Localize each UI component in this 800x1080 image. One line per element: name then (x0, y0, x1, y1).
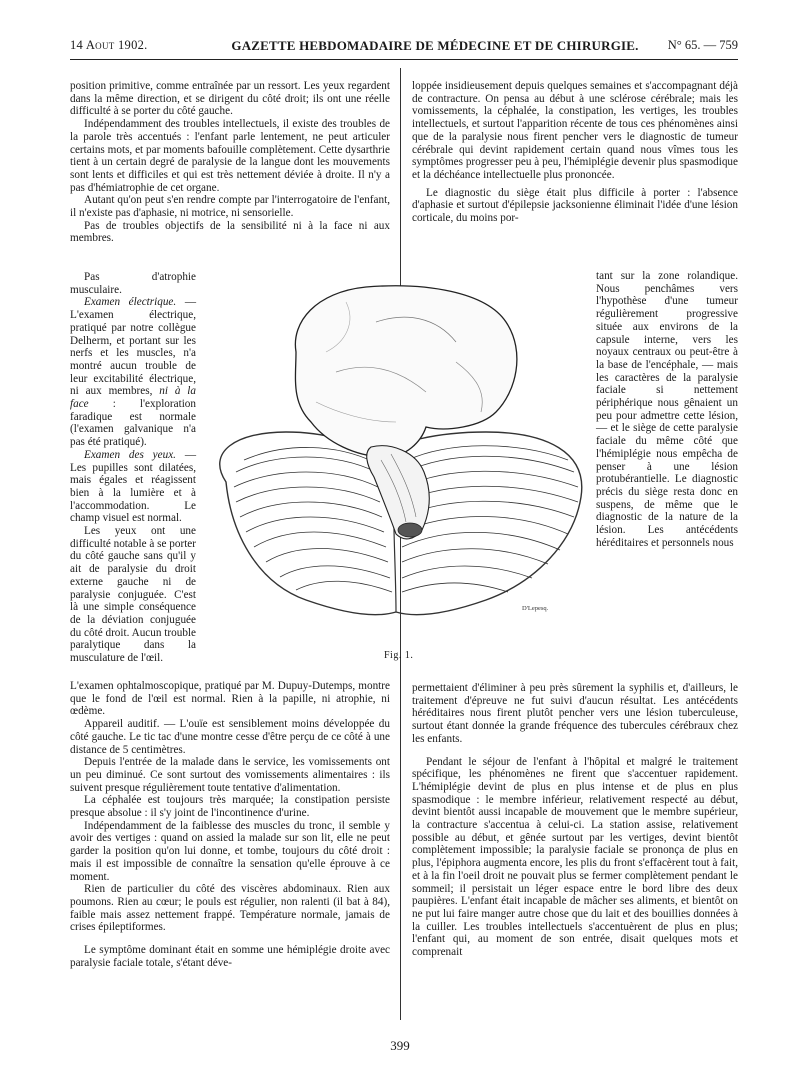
issue-date: 14 Aout 1902. (70, 38, 148, 52)
section-label: Examen électrique. (84, 296, 177, 309)
paragraph: Les yeux ont une difficulté notable à se porter du côté gauche sans qu'il y ait de paralysie du droit externe gauche ni de paralysie conjuguée. C'est là une simple conséquence de la déviation conjuguée du côté droit. Aucun trouble paralytique dans la musculature de l'œil. (70, 525, 196, 665)
paragraph: La céphalée est toujours très marquée; la constipation persiste presque absolue : il s'y joint de l'incontinence d'urine. (70, 794, 390, 820)
paragraph: Pas d'atrophie musculaire. (70, 271, 196, 296)
paragraph: Depuis l'entrée de la malade dans le service, les vomissements ont un peu diminué. Ce sont surtout des vomissements alimentaires : ils suivent presque régulièrement toute tentative d'alimentation. (70, 756, 390, 794)
paragraph: Examen électrique. — L'examen électrique, pratiqué par notre collègue Delherm, et portant sur les nerfs et les muscles, n'a montré aucun trouble de leur excitabilité électrique, ni aux membres, ni à la face : l'exploration faradique est normale (l'examen galvanique n'a pas été pratiqué). (70, 296, 197, 449)
figure-caption: Fig. 1. (384, 650, 414, 661)
running-header (70, 38, 738, 56)
paragraph: permettaient d'éliminer à peu près sûrement la syphilis et, d'ailleurs, le traitement d'épreuve ne fut suivi d'aucun résultat. Les antécédents héréditaires nous firent plutôt pencher vers une lésion tuberculeuse, surtout étant donnée la grande fréquence des tubercules cérébraux chez les enfants. (412, 682, 738, 745)
paragraph: Pendant le séjour de l'enfant à l'hôpital et malgré le traitement spécifique, les phénomènes ne firent que s'accentuer rapidement. L'hémiplégie devint de plus en plus intense et de plus en plus spasmodique : le membre inférieur, relativement respecté au début, devint bientôt aussi incapable de mouvement que le membre supérieur, la contracture s'accentua à celui-ci. La station assise, relativement possible au début, et gênée surtout par les vertiges, devint bientôt complètement impossible; la paralysie faciale se prononça de plus en plus, l'épiphora augmenta encore, les plis du front s'effacèrent tout à fait, et à la fin l'oeil droit ne pouvait plus se fermer complètement pendant le sommeil; il persistait un léger espace entre le bord libre des deux paupières. L'enfant était incapable de mâcher ses aliments, et bientôt on ne put lui faire manger autre chose que du lait et des bouillies données à la cuiller. Les troubles intellectuels s'accentuèrent de plus en plus; l'enfant qui, au moment de son entrée, disait quelques mots et comprenait (412, 755, 738, 959)
right-column-bottom (412, 682, 738, 959)
paragraph: L'examen ophtalmoscopique, pratiqué par M. Dupuy-Dutemps, montre que le fond de l'œil est normal. Rien à la papille, ni atrophie, ni œdème. (70, 680, 390, 718)
paragraph: position primitive, comme entraînée par un ressort. Les yeux regardent dans la même direction, et se dirigent du côté droit; ils ont une réelle difficulté à se porter du côté gauche. (70, 80, 390, 118)
paragraph: Appareil auditif. — L'ouïe est sensiblement moins développée du côté gauche. Le tic tac d'une montre cesse d'être perçu de ce côté à une distance de 5 centimètres. (70, 718, 390, 756)
artist-signature: D'Lepesq. (522, 605, 549, 612)
paragraph: loppée insidieusement depuis quelques semaines et s'accompagnant déjà de contracture. On pensa au début à une sclérose cérébrale; mais les vomissements, la céphalée, la constipation, les vertiges, les troubles intellectuels, et surtout l'apparition récente de tous ces phénomènes ainsi que de la paralysie nous firent pencher vers le diagnostic de tumeur cérébrale qui devint rapidement certain quand nous vîmes tous les symptômes progresser peu à peu, l'hémiplégie devenir plus spasmodique et la déchéance intellectuelle plus prononcée. (412, 80, 738, 181)
paragraph: Indépendamment de la faiblesse des muscles du tronc, il semble y avoir des vertiges : quand on assied la malade sur son lit, elle ne peut garder la position qu'on lui donne, et tombe, toujours du côté droit : mais il est impossible de connaître la sensation qu'elle éprouve à ce moment. (70, 819, 390, 883)
left-column-narrow (70, 271, 196, 665)
header-rule (70, 59, 738, 60)
right-column-top (412, 80, 738, 225)
issue-page-number: N° 65. — 759 (667, 38, 738, 52)
paragraph: tant sur la zone rolandique. Nous penchâmes vers l'hypothèse d'une tumeur régulièrement progressive située aux environs de la capsule interne, vers les noyaux centraux ou peut-être à la base de l'encéphale, — mais les caractères de la paralysie faciale si nettement périphérique nous gênaient un peu pour admettre cette lésion, — et le siège de cette paralysie faciale du même côté que l'hémiplégie nous empêcha de penser à une lésion protubérantielle. Le diagnostic précis du siège resta donc en suspens, de même que le diagnostic de la nature de la lésion. Les antécédents héréditaires et personnels nous (596, 270, 738, 549)
section-label: Examen des yeux. (84, 448, 176, 461)
brain-stem (367, 446, 430, 539)
left-column-top (70, 80, 390, 245)
paragraph: Pas de troubles objectifs de la sensibilité ni à la face ni aux membres. (70, 219, 390, 245)
journal-title: GAZETTE HEBDOMADAIRE DE MÉDECINE ET DE CHIRURGIE. (231, 38, 639, 53)
paragraph: Autant qu'on peut s'en rendre compte par l'interrogatoire de l'enfant, il n'existe pas d'aphasie, ni motrice, ni sensorielle. (70, 194, 390, 220)
paragraph: Indépendamment des troubles intellectuels, il existe des troubles de la parole très accentués : l'enfant parle lentement, ne peut articuler certains mots, et par moments bafouille complètement. Cette dysarthrie tient à un certain degré de paralysie de la langue dont les mouvements sont lents et difficiles et qui est très nettement déviée à droite. Il n'y a pas d'hémiatrophie de cet organe. (70, 118, 390, 194)
left-column-bottom (70, 680, 390, 969)
page-folio: 399 (390, 1038, 410, 1053)
right-column-narrow (596, 270, 738, 549)
paragraph: Examen des yeux. — Les pupilles sont dilatées, mais égales et réagissent bien à la lumière et à l'accommodation. Le champ visuel est normal. (70, 448, 196, 525)
anatomical-figure (196, 282, 588, 632)
paragraph: Le symptôme dominant était en somme une hémiplégie droite avec paralysie faciale totale, s'étant déve- (70, 944, 390, 969)
paragraph: Rien de particulier du côté des viscères abdominaux. Rien aux poumons. Rien au cœur; le pouls est régulier, non ralenti (il bat à 84), faible mais assez nettement frappé. Température normale, jamais de crises épileptiformes. (70, 883, 390, 934)
cerebellum-illustration (196, 282, 588, 632)
paragraph: Le diagnostic du siège était plus difficile à porter : l'absence d'aphasie et surtout d'épilepsie jacksonienne éliminait l'idée d'une lésion corticale, du moins por- (412, 186, 738, 225)
